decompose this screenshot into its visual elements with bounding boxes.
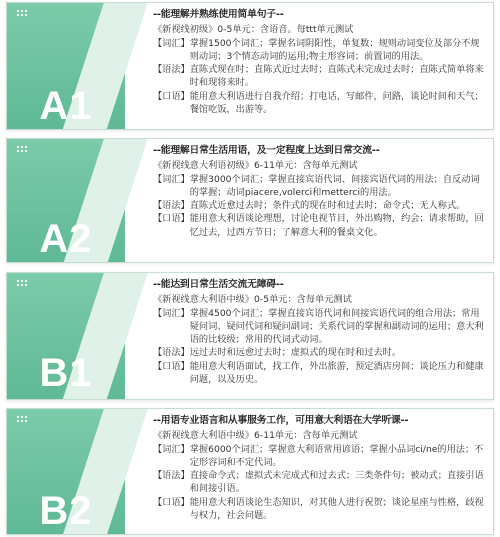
grid-dots-icon [16, 279, 28, 287]
item-row-vocabulary [153, 443, 485, 470]
item-row-speaking [153, 496, 485, 523]
level-headline: --能理解日常生活用语，及一定程度上达到日常交流-- [153, 145, 380, 156]
item-tag: 【词汇】 [153, 37, 190, 49]
item-text: 能用意大利语谈论理想，讨论电视节目，外出购物，约会；请求帮助，回忆过去，过西方节日；了解意大利的餐桌文化。 [189, 213, 484, 238]
level-content [153, 139, 485, 239]
level-content [153, 409, 485, 522]
course-line: 《新视线意大利语中级》0-5单元：含每单元测试 [153, 294, 352, 306]
item-text: 掌握4500个词汇；掌握直接宾语代词和间接宾语代词的组合用法；常用疑问词、疑问代词和疑问副词；关系代词的掌握和副动词的运用；意大利语的比较级；常用的代词式动词。 [189, 307, 484, 346]
item-tag: 【语法】 [153, 347, 190, 359]
item-tag: 【口语】 [153, 360, 190, 372]
item-tag: 【口语】 [153, 90, 190, 102]
item-row-speaking [153, 212, 485, 239]
grid-dots-icon [16, 145, 28, 153]
item-tag: 【口语】 [153, 213, 190, 225]
course-line: 《新视线意大利语初级》6-11单元：含每单元测试 [153, 160, 358, 172]
level-card-a2 [6, 138, 494, 263]
level-content [153, 3, 485, 116]
item-row-grammar [153, 63, 485, 90]
level-card-b2 [6, 408, 494, 535]
item-text: 直陈式近愈过去时；条件式的现在时和过去时；命令式；无人称式。 [189, 200, 466, 212]
course-line: 《新视线意大利语中级》6-11单元：含每单元测试 [153, 430, 358, 442]
item-text: 掌握1500个词汇；掌握名词阴阳性，单复数；规则动词变位及部分不规则动词；3个情态动词的运用;物主形容词；前置词的用法。 [189, 37, 480, 62]
grid-dots-icon [16, 9, 28, 17]
grid-dots-icon [16, 415, 28, 423]
item-tag: 【口语】 [153, 496, 190, 508]
item-tag: 【语法】 [153, 470, 190, 482]
level-code: B2 [39, 489, 93, 533]
level-headline: --用语专业语言和从事服务工作，可用意大利语在大学听课-- [153, 415, 409, 426]
level-headline: --能理解并熟练使用简单句子-- [153, 9, 284, 20]
item-row-vocabulary [153, 173, 485, 200]
item-row-grammar [153, 199, 485, 212]
item-tag: 【语法】 [153, 64, 190, 76]
course-line: 《新视线初级》0-5单元：含语音。每ttt单元测试 [153, 24, 354, 36]
item-text: 能用意大利语进行自我介绍；打电话，写邮件，问路，谈论时间和天气；餐馆吃饭，出游等。 [189, 90, 484, 116]
item-tag: 【词汇】 [153, 307, 190, 319]
item-row-speaking [153, 90, 485, 117]
level-card-a1 [6, 2, 494, 130]
item-row-speaking [153, 360, 485, 387]
item-text: 远过去时和远愈过去时；虚拟式的现在时和过去时。 [189, 347, 402, 359]
item-text: 掌握3000个词汇；掌握直接宾语代词、间接宾语代词的用法；自反动词的掌握；动词piacere,volerci和metterci的用法。 [189, 173, 480, 198]
level-code: A2 [39, 217, 93, 261]
item-tag: 【语法】 [153, 200, 190, 212]
level-content [153, 273, 485, 386]
item-row-grammar [153, 346, 485, 359]
item-text: 能用意大利语谈论生态知识，对其他人进行祝贺；谈论星座与性格，歧视与权力，社会问题。 [189, 496, 484, 522]
item-text: 直陈式现在时；直陈式近过去时；直陈式未完成过去时；直陈式简单将来时和现将来时。 [189, 64, 484, 89]
item-text: 能用意大利语面试，找工作，外出旅游，预定酒店房间；谈论压力和健康问题，以及历史。 [189, 360, 484, 386]
level-headline: --能达到日常生活交流无障碍-- [153, 279, 284, 290]
item-tag: 【词汇】 [153, 443, 190, 455]
level-code: B1 [39, 351, 93, 395]
item-text: 掌握6000个词汇；掌握意大利语常用谚语；掌握小品词ci/ne的用法；不定形容词和不定代词。 [189, 443, 484, 468]
item-tag: 【词汇】 [153, 173, 190, 185]
item-text: 直接命令式；虚拟式未完成式和过去式；三类条件句；被动式；直接引语和间接引语。 [189, 470, 484, 495]
level-card-b1 [6, 272, 494, 400]
item-row-vocabulary [153, 37, 485, 64]
item-row-grammar [153, 469, 485, 496]
level-code: A1 [39, 84, 93, 128]
item-row-vocabulary [153, 307, 485, 347]
